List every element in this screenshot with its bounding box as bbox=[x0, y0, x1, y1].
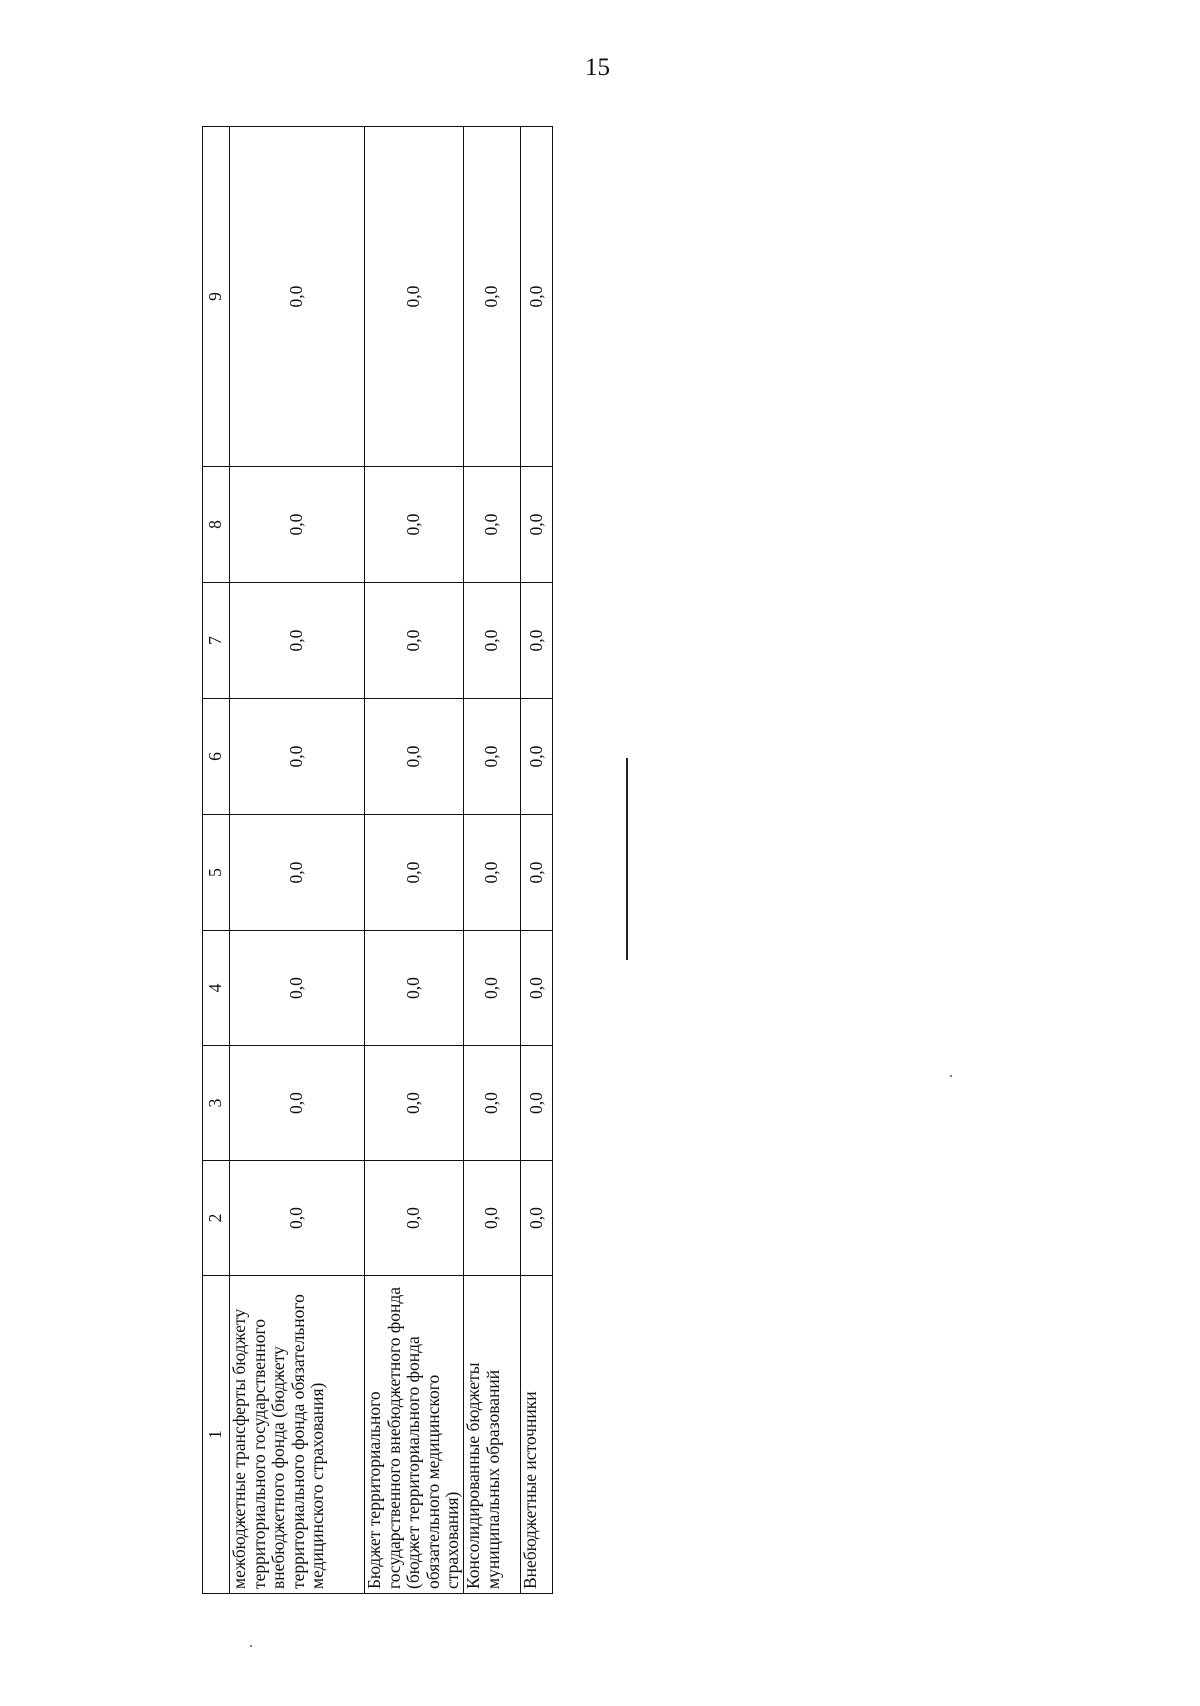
row-label: межбюджетные трансферты бюджету территориального государственного внебюджетного фонда (бюджету территориального фонда обязательного медицинского страхования) bbox=[230, 1276, 365, 1594]
value-cell: 0,0 bbox=[365, 699, 464, 815]
rotated-table-container bbox=[202, 127, 546, 1594]
value-cell: 0,0 bbox=[230, 815, 365, 931]
value-cell: 0,0 bbox=[365, 1046, 464, 1161]
header-cell: 9 bbox=[203, 127, 230, 467]
value-cell: 0,0 bbox=[230, 467, 365, 583]
table-row bbox=[463, 127, 520, 1594]
value-cell: 0,0 bbox=[463, 1161, 520, 1276]
page-number: 15 bbox=[585, 54, 610, 81]
header-cell: 4 bbox=[203, 931, 230, 1046]
value-cell: 0,0 bbox=[365, 127, 464, 467]
value-cell: 0,0 bbox=[230, 583, 365, 699]
table-row bbox=[230, 127, 365, 1594]
header-cell: 1 bbox=[203, 1276, 230, 1594]
value-cell: 0,0 bbox=[520, 1161, 552, 1276]
header-cell: 8 bbox=[203, 467, 230, 583]
value-cell: 0,0 bbox=[463, 467, 520, 583]
table-header-row bbox=[203, 127, 230, 1594]
value-cell: 0,0 bbox=[230, 127, 365, 467]
value-cell: 0,0 bbox=[520, 699, 552, 815]
budget-table bbox=[202, 126, 553, 1594]
row-label: Консолидированные бюджеты муниципальных образований bbox=[463, 1276, 520, 1594]
value-cell: 0,0 bbox=[520, 815, 552, 931]
value-cell: 0,0 bbox=[520, 127, 552, 467]
row-label: Бюджет территориального государственного внебюджетного фонда (бюджет территориального фонда обязательного медицинского страхования) bbox=[365, 1276, 464, 1594]
value-cell: 0,0 bbox=[365, 583, 464, 699]
value-cell: 0,0 bbox=[520, 931, 552, 1046]
value-cell: 0,0 bbox=[230, 1046, 365, 1161]
header-cell: 2 bbox=[203, 1161, 230, 1276]
value-cell: 0,0 bbox=[365, 815, 464, 931]
value-cell: 0,0 bbox=[365, 1161, 464, 1276]
header-cell: 5 bbox=[203, 815, 230, 931]
scan-speck bbox=[250, 1645, 252, 1647]
value-cell: 0,0 bbox=[230, 931, 365, 1046]
header-cell: 3 bbox=[203, 1046, 230, 1161]
value-cell: 0,0 bbox=[230, 1161, 365, 1276]
value-cell: 0,0 bbox=[463, 699, 520, 815]
value-cell: 0,0 bbox=[463, 931, 520, 1046]
table-row bbox=[365, 127, 464, 1594]
value-cell: 0,0 bbox=[463, 127, 520, 467]
value-cell: 0,0 bbox=[463, 1046, 520, 1161]
table-row bbox=[520, 127, 552, 1594]
scan-speck bbox=[950, 1075, 952, 1077]
value-cell: 0,0 bbox=[365, 467, 464, 583]
value-cell: 0,0 bbox=[463, 583, 520, 699]
value-cell: 0,0 bbox=[463, 815, 520, 931]
row-label: Внебюджетные источники bbox=[520, 1276, 552, 1594]
header-cell: 7 bbox=[203, 583, 230, 699]
separator-line bbox=[626, 758, 628, 960]
value-cell: 0,0 bbox=[520, 583, 552, 699]
value-cell: 0,0 bbox=[520, 1046, 552, 1161]
header-cell: 6 bbox=[203, 699, 230, 815]
value-cell: 0,0 bbox=[520, 467, 552, 583]
value-cell: 0,0 bbox=[230, 699, 365, 815]
value-cell: 0,0 bbox=[365, 931, 464, 1046]
